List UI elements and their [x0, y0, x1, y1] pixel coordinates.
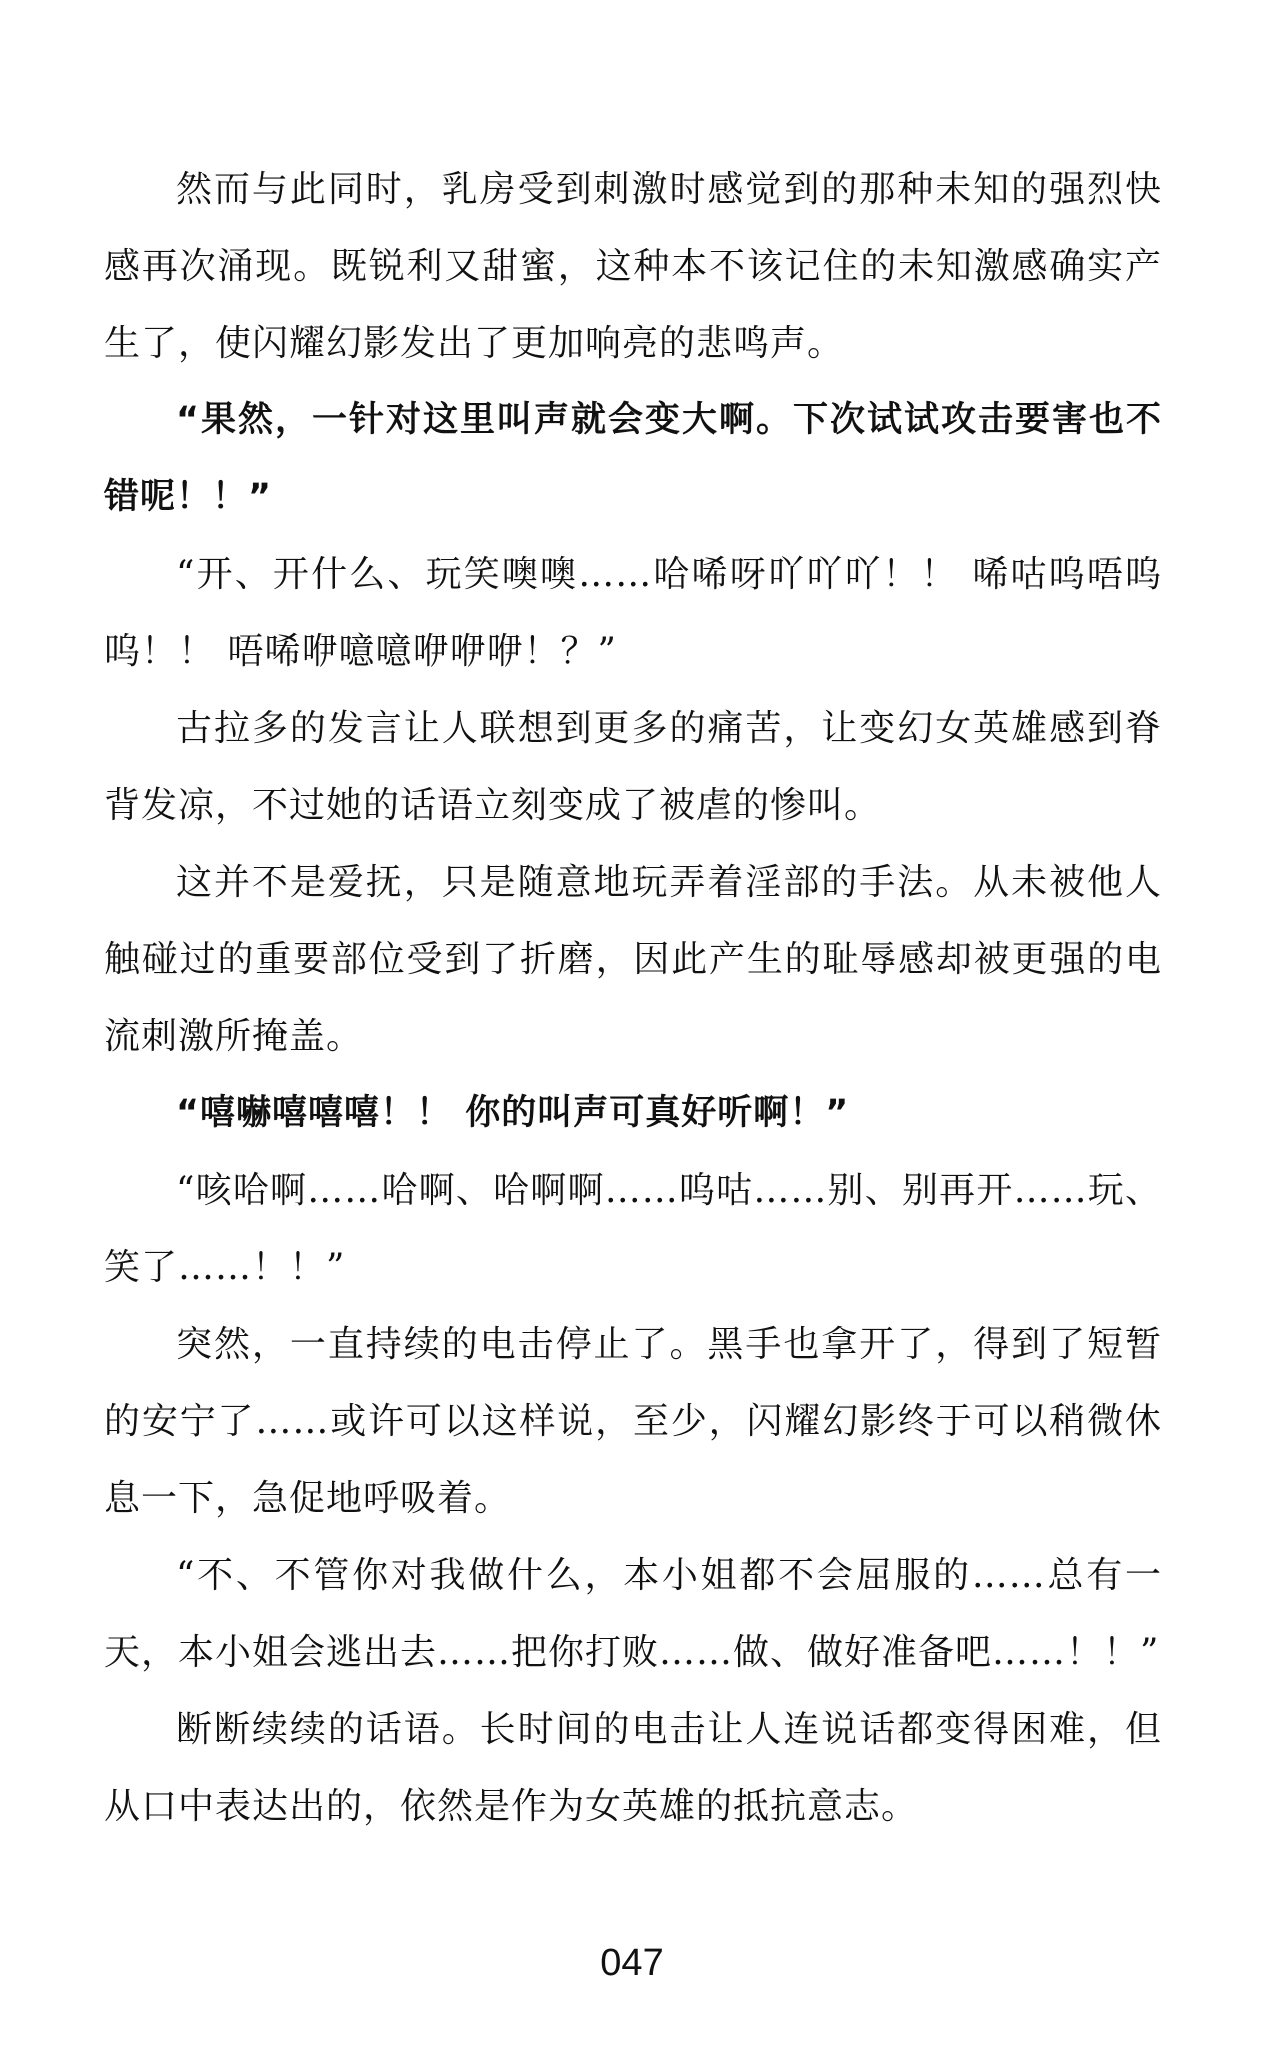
- dialogue-paragraph-6: “嘻嚇嘻嘻嘻！！ 你的叫声可真好听啊！”: [176, 1093, 850, 1133]
- dialogue-paragraph-7: “咳哈啊……哈啊、哈啊啊……呜咕……别、别再开……玩、笑了……！！”: [104, 1170, 1162, 1288]
- paragraph-10: 断断续续的话语。长时间的电击让人连说话都变得困难，但从口中表达出的，依然是作为女英雄的抵抗意志。: [104, 1709, 1162, 1827]
- dialogue-paragraph-3: “开、开什么、玩笑噢噢……哈唏呀吖吖吖！！ 唏咕呜唔呜呜！！ 唔唏咿噫噫咿咿咿！？”: [104, 554, 1162, 672]
- page-number: 047: [600, 1942, 664, 1984]
- paragraph-1: 然而与此同时，乳房受到刺激时感觉到的那种未知的强烈快感再次涌现。既锐利又甜蜜，这种本不该记住的未知激感确实产生了，使闪耀幻影发出了更加响亮的悲鸣声。: [104, 169, 1162, 364]
- paragraph-4: 古拉多的发言让人联想到更多的痛苦，让变幻女英雄感到脊背发凉，不过她的话语立刻变成了被虐的惨叫。: [104, 708, 1162, 826]
- dialogue-paragraph-9: “不、不管你对我做什么，本小姐都不会屈服的……总有一天，本小姐会逃出去……把你打败……做、做好准备吧……！！”: [104, 1555, 1162, 1673]
- paragraph-8: 突然，一直持续的电击停止了。黑手也拿开了，得到了短暂的安宁了……或许可以这样说，至少，闪耀幻影终于可以稍微休息一下，急促地呼吸着。: [104, 1324, 1162, 1519]
- dialogue-paragraph-2: “果然，一针对这里叫声就会变大啊。下次试试攻击要害也不错呢！！”: [104, 400, 1162, 517]
- body-text: [104, 151, 1162, 1845]
- paragraph-5: 这并不是爱抚，只是随意地玩弄着淫部的手法。从未被他人触碰过的重要部位受到了折磨，因此产生的耻辱感却被更强的电流刺激所掩盖。: [104, 862, 1162, 1057]
